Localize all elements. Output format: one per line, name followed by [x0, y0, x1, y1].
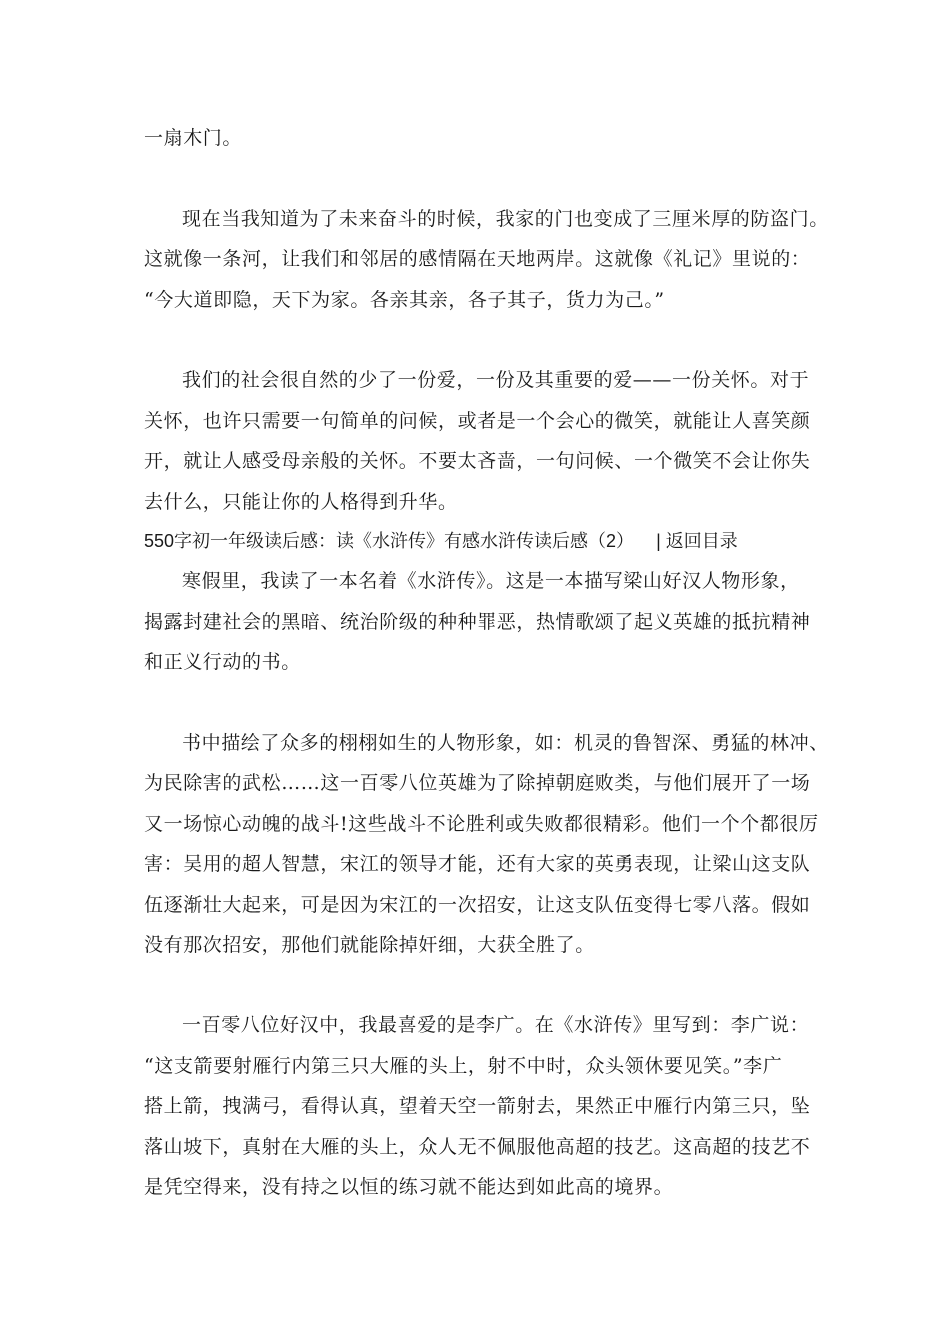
paragraph-1-line-1: 一扇木门。 [144, 127, 243, 149]
paragraph-3-line-4: 去什么，只能让你的人格得到升华。 [144, 491, 458, 513]
section-paragraph-3-line-4: 落山坡下，真射在大雁的头上，众人无不佩服他高超的技艺。这高超的技艺不 [144, 1136, 811, 1158]
paragraph-2-line-2: 这就像一条河，让我们和邻居的感情隔在天地两岸。这就像《礼记》里说的： [144, 248, 811, 270]
section-paragraph-2-line-6: 没有那次招安，那他们就能除掉奸细，大获全胜了。 [144, 934, 595, 956]
section-paragraph-1-line-2: 揭露封建社会的黑暗、统治阶级的种种罪恶，热情歌颂了起义英雄的抵抗精神 [144, 611, 811, 633]
section-paragraph-1-line-3: 和正义行动的书。 [144, 651, 301, 673]
section-paragraph-3-line-3: 搭上箭，拽满弓，看得认真，望着天空一箭射去，果然正中雁行内第三只，坠 [144, 1095, 811, 1117]
paragraph-2-line-3: “今大道即隐，天下为家。各亲其亲，各子其子，货力为己。” [144, 289, 665, 311]
paragraph-3-line-2: 关怀，也许只需要一句简单的问候，或者是一个会心的微笑，就能让人喜笑颜 [144, 410, 811, 432]
section-paragraph-1-line-1: 寒假里，我读了一本名着《水浒传》。这是一本描写梁山好汉人物形象， [182, 570, 800, 592]
section-paragraph-3-line-1: 一百零八位好汉中，我最喜爱的是李广。在《水浒传》里写到：李广说： [182, 1014, 810, 1036]
section-heading [144, 528, 738, 554]
paragraph-2-line-1: 现在当我知道为了未来奋斗的时候，我家的门也变成了三厘米厚的防盗门。 [182, 208, 829, 230]
section-title: 550字初一年级读后感：读《水浒传》有感水浒传读后感（2） [144, 531, 635, 551]
heading-separator: | [656, 531, 661, 551]
section-paragraph-2-line-1: 书中描绘了众多的栩栩如生的人物形象，如：机灵的鲁智深、勇猛的林冲、 [182, 732, 829, 754]
back-to-contents-link[interactable]: 返回目录 [665, 531, 738, 551]
paragraph-3-line-3: 开，就让人感受母亲般的关怀。不要太吝啬，一句问候、一个微笑不会让你失 [144, 450, 811, 472]
section-paragraph-2-line-5: 伍逐渐壮大起来，可是因为宋江的一次招安，让这支队伍变得七零八落。假如 [144, 894, 811, 916]
section-paragraph-2-line-3: 又一场惊心动魄的战斗!这些战斗不论胜利或失败都很精彩。他们一个个都很厉 [144, 813, 819, 835]
section-paragraph-3-line-5: 是凭空得来，没有持之以恒的练习就不能达到如此高的境界。 [144, 1176, 674, 1198]
section-paragraph-2-line-4: 害：吴用的超人智慧，宋江的领导才能，还有大家的英勇表现，让梁山这支队 [144, 853, 811, 875]
paragraph-3-line-1: 我们的社会很自然的少了一份爱，一份及其重要的爱——一份关怀。对于 [182, 369, 810, 391]
section-paragraph-3-line-2: “这支箭要射雁行内第三只大雁的头上，射不中时，众头领休要见笑。”李广 [144, 1055, 783, 1077]
section-paragraph-2-line-2: 为民除害的武松……这一百零八位英雄为了除掉朝庭败类，与他们展开了一场 [144, 772, 811, 794]
